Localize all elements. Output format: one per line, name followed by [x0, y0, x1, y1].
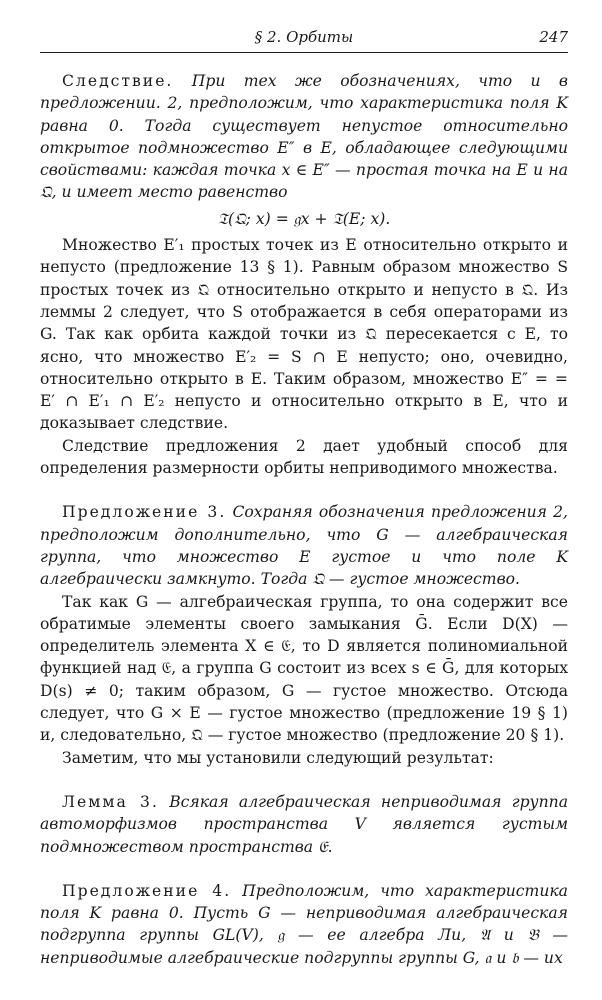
lemma-3-statement: Всякая алгебраическая неприводимая группа автоморфизмов пространства V является густым подмножеством пространства 𝔈.	[40, 792, 568, 856]
proposition-3-paragraph	[40, 501, 568, 590]
proposition-3-proof-paragraph: Так как G — алгебраическая группа, то она содержит все обратимые элементы своего замыкания Ḡ. Если D(X) — определитель элемента X ∈ 𝔈, то D является полиномиальной функцией над 𝔈, а группа G состоит из всех s ∈ Ḡ, для которых D(s) ≠ 0; таким образом, G — густое множество. Отсюда следует, что G × E — густое множество (предложение 19 § 1) и, следовательно, 𝔔 — густое множество (предложение 20 § 1).	[40, 592, 568, 745]
note-paragraph: Заметим, что мы установили следующий результат:	[62, 748, 494, 767]
corollary-label: Следствие.	[62, 72, 174, 90]
corollary-proof-paragraph: Множество E′₁ простых точек из E относительно открыто и непусто (предложение 13 § 1). Равным образом множество S простых точек из 𝔔 относительно открыто и непусто в 𝔔. Из леммы 2 следует, что S отображается в себя операторами из G. Так как орбита каждой точки из 𝔔 пересекается с E, то ясно, что множество E′₂ = S ∩ E непусто; оно, очевидно, относительно открыто в E. Таким образом, множество E″ = = E′ ∩ E′₁ ∩ E′₂ непусто и относительно открыто в E, что и доказывает следствие.	[40, 236, 568, 433]
corollary-statement: При тех же обозначениях, что и в предложении. 2, предположим, что характеристика поля K равна 0. Тогда существует непустое относительно открытое подмножество E″ в E, обладающее следующими свойствами: каждая точка x ∈ E″ — простая точка на E и на 𝔔, и имеет место равенство	[40, 72, 568, 202]
remark-paragraph: Следствие предложения 2 дает удобный способ для определения размерности орбиты неприводимого множества.	[40, 436, 568, 478]
proposition-4-label: Предложение 4.	[62, 881, 232, 900]
proposition-4-statement: Предположим, что характеристика поля K равна 0. Пусть G — неприводимая алгебраическая подгруппа группы GL(V), 𝔤 — ее алгебра Ли, 𝔄 и 𝔅 — неприводимые алгебраические подгруппы группы G, 𝔞 и 𝔟 — их	[40, 881, 568, 967]
tangent-space-formula: 𝔗(𝔔; x) = 𝔤x + 𝔗(E; x).	[217, 209, 391, 228]
lemma-3-label: Лемма 3.	[62, 792, 159, 811]
page-number: 247	[539, 28, 568, 46]
proposition-4-paragraph	[40, 880, 568, 969]
running-title: § 2. Орбиты	[254, 28, 354, 46]
corollary-paragraph	[40, 70, 568, 204]
page-header	[40, 26, 568, 53]
page-body	[40, 70, 568, 969]
lemma-3-paragraph	[40, 791, 568, 858]
proposition-3-statement: Сохраняя обозначения предложения 2, предположим дополнительно, что G — алгебраическая группа, что множество E густое и что поле K алгебраически замкнуто. Тогда 𝔔 — густое множество.	[40, 503, 568, 589]
proposition-3-label: Предложение 3.	[62, 503, 227, 522]
